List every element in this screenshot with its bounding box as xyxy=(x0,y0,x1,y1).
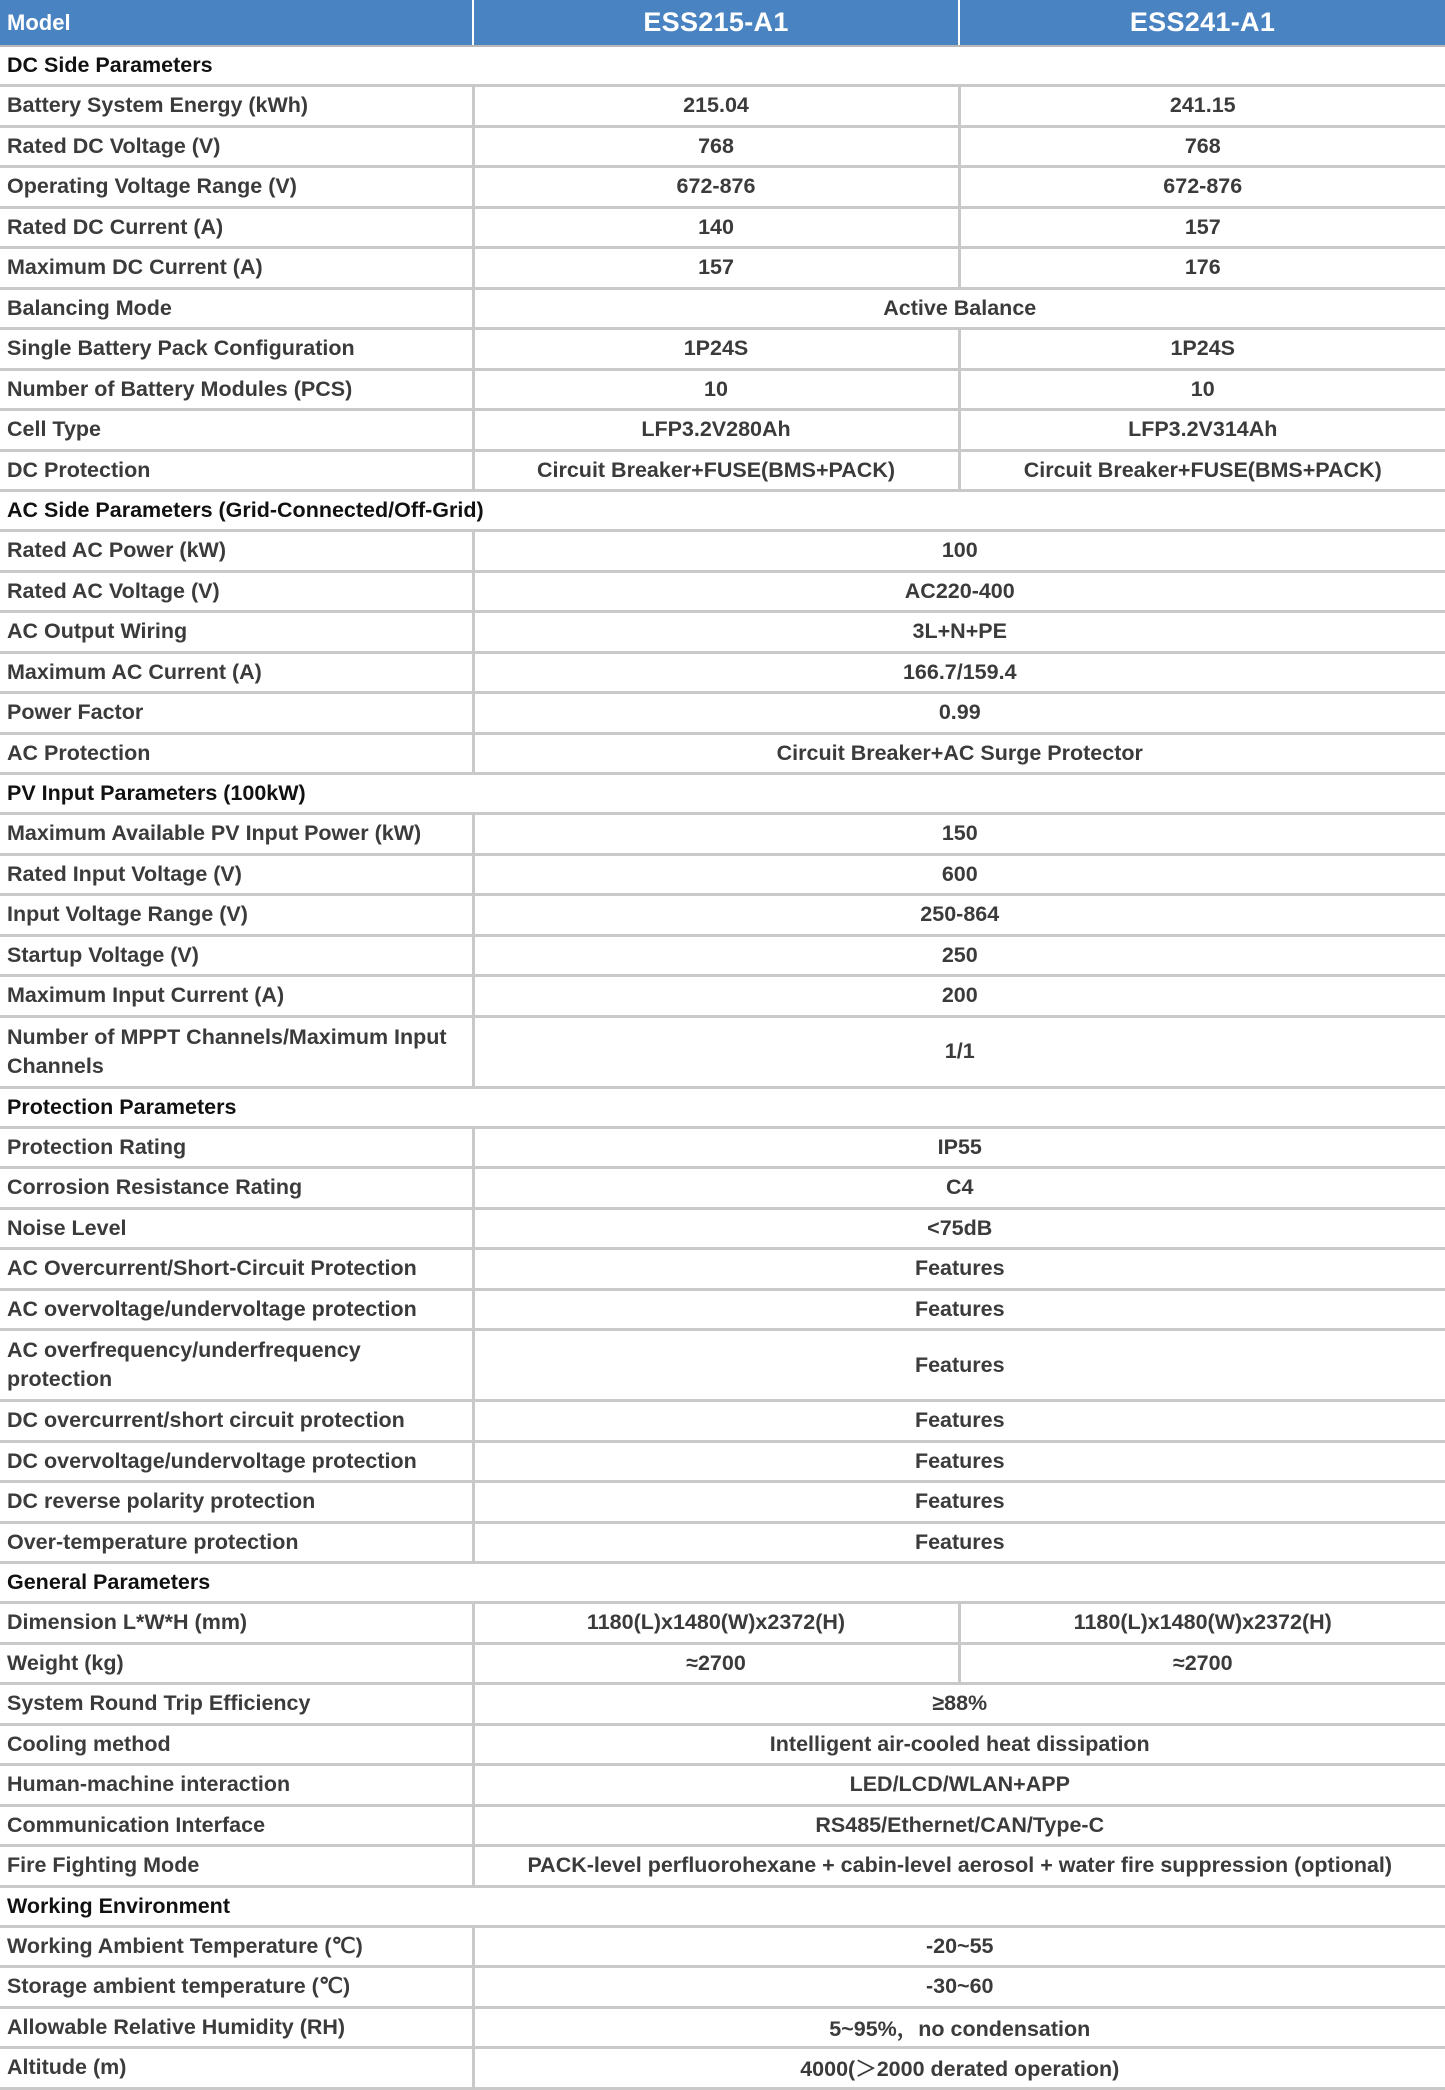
spec-row xyxy=(0,450,1445,491)
spec-row xyxy=(0,1441,1445,1482)
parameter-label: DC overvoltage/undervoltage protection xyxy=(0,1441,473,1482)
parameter-label: Corrosion Resistance Rating xyxy=(0,1168,473,1209)
section-title: PV Input Parameters (100kW) xyxy=(0,774,1445,814)
spec-row xyxy=(0,814,1445,855)
value-product-a: LFP3.2V280Ah xyxy=(473,410,959,451)
parameter-label: DC Protection xyxy=(0,450,473,491)
spec-row xyxy=(0,1401,1445,1442)
value-shared: Features xyxy=(473,1441,1445,1482)
spec-row xyxy=(0,693,1445,734)
value-product-a: 1180(L)x1480(W)x2372(H) xyxy=(473,1603,959,1644)
value-shared: 100 xyxy=(473,531,1445,572)
spec-row xyxy=(0,1482,1445,1523)
value-product-b: 1P24S xyxy=(959,329,1445,370)
parameter-label: Altitude (m) xyxy=(0,2048,473,2089)
spec-row xyxy=(0,854,1445,895)
spec-row xyxy=(0,1522,1445,1563)
parameter-label: Maximum Available PV Input Power (kW) xyxy=(0,814,473,855)
value-product-b: 768 xyxy=(959,126,1445,167)
parameter-label: Rated AC Power (kW) xyxy=(0,531,473,572)
parameter-label: Storage ambient temperature (℃) xyxy=(0,1967,473,2008)
value-shared: 0.99 xyxy=(473,693,1445,734)
spec-row xyxy=(0,86,1445,127)
parameter-label: Fire Fighting Mode xyxy=(0,1846,473,1887)
value-shared: Features xyxy=(473,1482,1445,1523)
product-b-header: ESS241-A1 xyxy=(959,0,1445,46)
spec-row xyxy=(0,1684,1445,1725)
value-shared: 166.7/159.4 xyxy=(473,652,1445,693)
value-shared: AC220-400 xyxy=(473,571,1445,612)
value-product-b: 241.15 xyxy=(959,86,1445,127)
spec-row xyxy=(0,976,1445,1017)
spec-row xyxy=(0,207,1445,248)
parameter-label: Rated Input Voltage (V) xyxy=(0,854,473,895)
spec-row xyxy=(0,1127,1445,1168)
spec-row xyxy=(0,1805,1445,1846)
value-shared: 250 xyxy=(473,935,1445,976)
parameter-label: Maximum AC Current (A) xyxy=(0,652,473,693)
value-shared: -30~60 xyxy=(473,1967,1445,2008)
value-shared: 150 xyxy=(473,814,1445,855)
section-title: Protection Parameters xyxy=(0,1087,1445,1127)
spec-row xyxy=(0,1289,1445,1330)
section-header-row xyxy=(0,1886,1445,1926)
value-shared: 200 xyxy=(473,976,1445,1017)
value-shared: 3L+N+PE xyxy=(473,612,1445,653)
section-title: Working Environment xyxy=(0,1886,1445,1926)
parameter-label: DC overcurrent/short circuit protection xyxy=(0,1401,473,1442)
spec-row xyxy=(0,571,1445,612)
parameter-label: Dimension L*W*H (mm) xyxy=(0,1603,473,1644)
section-title: General Parameters xyxy=(0,1563,1445,1603)
value-product-b: Circuit Breaker+FUSE(BMS+PACK) xyxy=(959,450,1445,491)
spec-row xyxy=(0,288,1445,329)
spec-row xyxy=(0,652,1445,693)
parameter-label: Maximum Input Current (A) xyxy=(0,976,473,1017)
value-product-b: 1180(L)x1480(W)x2372(H) xyxy=(959,1603,1445,1644)
section-header-row xyxy=(0,774,1445,814)
spec-row xyxy=(0,1926,1445,1967)
value-shared: Features xyxy=(473,1330,1445,1401)
value-shared: 4000(＞2000 derated operation) xyxy=(473,2048,1445,2089)
value-product-a: 140 xyxy=(473,207,959,248)
parameter-label: Operating Voltage Range (V) xyxy=(0,167,473,208)
value-shared: LED/LCD/WLAN+APP xyxy=(473,1765,1445,1806)
value-shared: Features xyxy=(473,1401,1445,1442)
spec-row xyxy=(0,531,1445,572)
spec-row xyxy=(0,410,1445,451)
value-product-a: 1P24S xyxy=(473,329,959,370)
parameter-label: AC Overcurrent/Short-Circuit Protection xyxy=(0,1249,473,1290)
parameter-label: Cooling method xyxy=(0,1724,473,1765)
model-column-header: Model xyxy=(0,0,473,46)
value-shared: PACK-level perfluorohexane + cabin-level aerosol + water fire suppression (optional) xyxy=(473,1846,1445,1887)
spec-table-body xyxy=(0,46,1445,2088)
parameter-label: Number of Battery Modules (PCS) xyxy=(0,369,473,410)
spec-row xyxy=(0,895,1445,936)
section-title: DC Side Parameters xyxy=(0,46,1445,86)
parameter-label: AC Protection xyxy=(0,733,473,774)
value-shared: Features xyxy=(473,1289,1445,1330)
spec-row xyxy=(0,1208,1445,1249)
value-product-b: ≈2700 xyxy=(959,1643,1445,1684)
value-product-b: 176 xyxy=(959,248,1445,289)
spec-row xyxy=(0,733,1445,774)
value-product-a: Circuit Breaker+FUSE(BMS+PACK) xyxy=(473,450,959,491)
parameter-label: Maximum DC Current (A) xyxy=(0,248,473,289)
value-product-b: 672-876 xyxy=(959,167,1445,208)
spec-row xyxy=(0,1846,1445,1887)
spec-row xyxy=(0,2007,1445,2048)
parameter-label: Noise Level xyxy=(0,1208,473,1249)
spec-row xyxy=(0,1249,1445,1290)
value-shared: <75dB xyxy=(473,1208,1445,1249)
parameter-label: Rated DC Current (A) xyxy=(0,207,473,248)
parameter-label: AC overvoltage/undervoltage protection xyxy=(0,1289,473,1330)
value-shared: 600 xyxy=(473,854,1445,895)
value-shared: Active Balance xyxy=(473,288,1445,329)
value-product-a: ≈2700 xyxy=(473,1643,959,1684)
value-shared: 5~95%，no condensation xyxy=(473,2007,1445,2048)
parameter-label: Rated DC Voltage (V) xyxy=(0,126,473,167)
parameter-label: System Round Trip Efficiency xyxy=(0,1684,473,1725)
section-header-row xyxy=(0,46,1445,86)
value-shared: IP55 xyxy=(473,1127,1445,1168)
value-shared: 250-864 xyxy=(473,895,1445,936)
parameter-label: AC Output Wiring xyxy=(0,612,473,653)
value-shared: Intelligent air-cooled heat dissipation xyxy=(473,1724,1445,1765)
spec-row xyxy=(0,1967,1445,2008)
parameter-label: Startup Voltage (V) xyxy=(0,935,473,976)
value-product-a: 215.04 xyxy=(473,86,959,127)
parameter-label: Over-temperature protection xyxy=(0,1522,473,1563)
spec-row xyxy=(0,126,1445,167)
value-product-a: 672-876 xyxy=(473,167,959,208)
value-shared: Circuit Breaker+AC Surge Protector xyxy=(473,733,1445,774)
section-header-row xyxy=(0,1563,1445,1603)
section-header-row xyxy=(0,1087,1445,1127)
value-shared: 1/1 xyxy=(473,1016,1445,1087)
section-title: AC Side Parameters (Grid-Connected/Off-Grid) xyxy=(0,491,1445,531)
spec-row xyxy=(0,248,1445,289)
value-product-a: 157 xyxy=(473,248,959,289)
section-header-row xyxy=(0,491,1445,531)
parameter-label: Input Voltage Range (V) xyxy=(0,895,473,936)
value-product-a: 10 xyxy=(473,369,959,410)
parameter-label: Working Ambient Temperature (℃) xyxy=(0,1926,473,1967)
parameter-label: Allowable Relative Humidity (RH) xyxy=(0,2007,473,2048)
spec-row xyxy=(0,1016,1445,1087)
parameter-label: Battery System Energy (kWh) xyxy=(0,86,473,127)
parameter-label: Protection Rating xyxy=(0,1127,473,1168)
parameter-label: AC overfrequency/underfrequency protection xyxy=(0,1330,473,1401)
spec-row xyxy=(0,369,1445,410)
spec-row xyxy=(0,2048,1445,2089)
value-shared: C4 xyxy=(473,1168,1445,1209)
parameter-label: Rated AC Voltage (V) xyxy=(0,571,473,612)
spec-row xyxy=(0,1603,1445,1644)
parameter-label: Weight (kg) xyxy=(0,1643,473,1684)
parameter-label: Human-machine interaction xyxy=(0,1765,473,1806)
value-product-b: LFP3.2V314Ah xyxy=(959,410,1445,451)
value-product-b: 10 xyxy=(959,369,1445,410)
product-a-header: ESS215-A1 xyxy=(473,0,959,46)
spec-row xyxy=(0,1168,1445,1209)
spec-row xyxy=(0,1330,1445,1401)
spec-row xyxy=(0,167,1445,208)
spec-row xyxy=(0,1724,1445,1765)
value-shared: -20~55 xyxy=(473,1926,1445,1967)
value-product-a: 768 xyxy=(473,126,959,167)
value-shared: RS485/Ethernet/CAN/Type-C xyxy=(473,1805,1445,1846)
value-shared: Features xyxy=(473,1522,1445,1563)
header-row xyxy=(0,0,1445,46)
parameter-label: DC reverse polarity protection xyxy=(0,1482,473,1523)
spec-row xyxy=(0,1643,1445,1684)
parameter-label: Communication Interface xyxy=(0,1805,473,1846)
spec-row xyxy=(0,612,1445,653)
parameter-label: Number of MPPT Channels/Maximum Input Channels xyxy=(0,1016,473,1087)
spec-row xyxy=(0,1765,1445,1806)
parameter-label: Power Factor xyxy=(0,693,473,734)
spec-row xyxy=(0,935,1445,976)
parameter-label: Cell Type xyxy=(0,410,473,451)
value-shared: Features xyxy=(473,1249,1445,1290)
parameter-label: Balancing Mode xyxy=(0,288,473,329)
spec-row xyxy=(0,329,1445,370)
value-product-b: 157 xyxy=(959,207,1445,248)
value-shared: ≥88% xyxy=(473,1684,1445,1725)
parameter-label: Single Battery Pack Configuration xyxy=(0,329,473,370)
